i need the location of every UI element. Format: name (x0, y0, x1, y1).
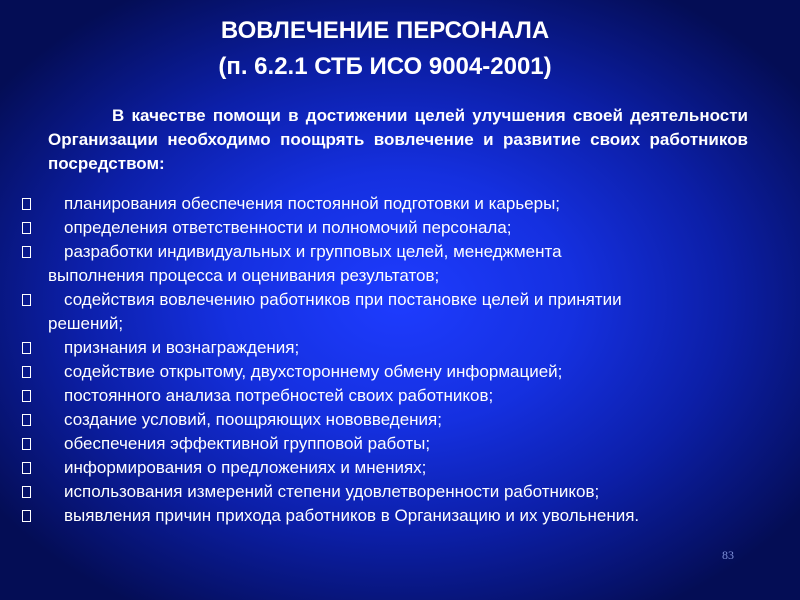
list-item (22, 216, 762, 240)
list-item (22, 360, 762, 384)
slide-subtitle: (п. 6.2.1 СТБ ИСО 9004-2001) (218, 53, 552, 80)
list-item (22, 240, 762, 288)
list-item-text: определения ответственности и полномочий персонала; (64, 218, 512, 237)
intro-paragraph (48, 104, 748, 176)
list-item-text: содействия вовлечению работников при постановке целей и принятии (64, 290, 622, 309)
list-item-text: создание условий, поощряющих нововведения; (64, 410, 442, 429)
list-item-text: использования измерений степени удовлетворенности работников; (64, 482, 600, 501)
list-item-text: содействие открытому, двухстороннему обмену информацией; (64, 362, 563, 381)
list-item (22, 504, 762, 528)
square-bullet-icon (22, 198, 31, 210)
square-bullet-icon (22, 246, 31, 258)
bullet-list (22, 192, 762, 528)
list-item-text: признания и вознаграждения; (64, 338, 300, 357)
list-item (22, 408, 762, 432)
list-item-text: информирования о предложениях и мнениях; (64, 458, 427, 477)
list-item-text: постоянного анализа потребностей своих работников; (64, 386, 494, 405)
list-item (22, 384, 762, 408)
list-item-text: разработки индивидуальных и групповых целей, менеджмента (64, 242, 562, 261)
square-bullet-icon (22, 438, 31, 450)
square-bullet-icon (22, 342, 31, 354)
list-item (22, 336, 762, 360)
square-bullet-icon (22, 510, 31, 522)
intro-text: В качестве помощи в достижении целей улучшения своей деятельности Организации необходимо поощрять вовлечение и развитие своих работников посредством: (48, 106, 748, 173)
list-item-continuation: выполнения процесса и оценивания результатов; (48, 266, 440, 285)
list-item (22, 456, 762, 480)
square-bullet-icon (22, 366, 31, 378)
square-bullet-icon (22, 222, 31, 234)
list-item-text: выявления причин прихода работников в Организацию и их увольнения. (64, 506, 640, 525)
slide-title: ВОВЛЕЧЕНИЕ ПЕРСОНАЛА (220, 17, 550, 44)
list-item (22, 288, 762, 336)
list-item-continuation: решений; (48, 314, 124, 333)
square-bullet-icon (22, 414, 31, 426)
square-bullet-icon (22, 294, 31, 306)
list-item (22, 432, 762, 456)
list-item-text: планирования обеспечения постоянной подготовки и карьеры; (64, 194, 561, 213)
square-bullet-icon (22, 390, 31, 402)
list-item (22, 480, 762, 504)
list-item-text: обеспечения эффективной групповой работы; (64, 434, 431, 453)
square-bullet-icon (22, 486, 31, 498)
list-item (22, 192, 762, 216)
page-number: 83 (722, 548, 734, 562)
square-bullet-icon (22, 462, 31, 474)
